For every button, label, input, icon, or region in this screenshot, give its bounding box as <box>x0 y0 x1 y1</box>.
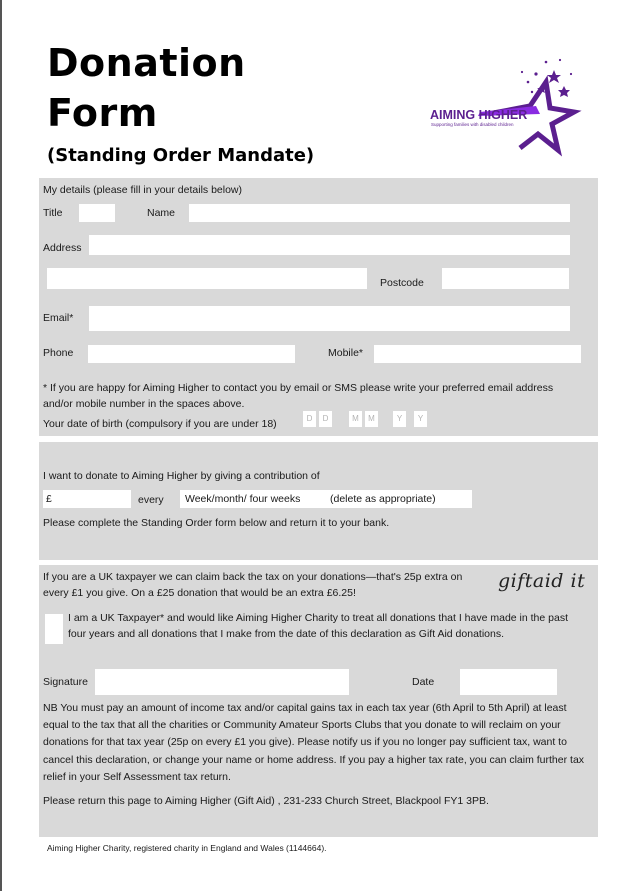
name-input[interactable] <box>189 204 570 222</box>
dob-day-2[interactable]: D <box>319 411 332 427</box>
logo-name: AIMING HIGHER <box>430 108 528 122</box>
delete-note: (delete as appropriate) <box>330 493 436 505</box>
mobile-label: Mobile* <box>328 347 364 359</box>
phone-input[interactable] <box>88 345 295 363</box>
every-label: every <box>138 494 164 506</box>
dob-field[interactable] <box>303 411 433 427</box>
standing-order-instruction: Please complete the Standing Order form below and return it to your bank. <box>43 517 390 529</box>
phone-label: Phone <box>43 347 74 359</box>
mobile-input[interactable] <box>374 345 581 363</box>
address-line2-input[interactable] <box>47 268 367 289</box>
frequency-value: Week/month/ four weeks <box>185 493 301 505</box>
gift-aid-logo: giftaid it <box>498 570 586 592</box>
my-details-heading: My details (please fill in your details below) <box>43 184 243 196</box>
title-input[interactable] <box>79 204 115 222</box>
email-label: Email* <box>43 312 74 324</box>
gift-aid-declaration: I am a UK Taxpayer* and would like Aiming Higher Charity to treat all donations that I have made in the past four years and all donations that I make from the date of this declaration as Gift Aid donations. <box>68 612 568 640</box>
dob-label: Your date of birth (compulsory if you are under 18) <box>43 418 277 430</box>
signature-input[interactable] <box>95 669 349 695</box>
gift-aid-nb-text: NB You must pay an amount of income tax and/or capital gains tax in each tax year (6th April to 5th April) at least equal to the tax that all the charities or Community Amateur Sports Clubs that you donate to will reclaim on your donations for that tax year (25p on every £1 you give). Please notify us if you no longer pay sufficient tax, want to cancel this declaration, or change your name or home address. If you pay a higher tax rate, you can claim further tax relief in your Self Assessment tax return. <box>43 702 585 783</box>
postcode-label: Postcode <box>380 277 424 289</box>
charity-registration-footer: Aiming Higher Charity, registered charity in England and Wales (1144664). <box>47 843 327 853</box>
postcode-input[interactable] <box>442 268 569 289</box>
email-input[interactable] <box>89 306 570 331</box>
address-label: Address <box>43 242 82 254</box>
uk-taxpayer-checkbox[interactable] <box>45 614 63 644</box>
dob-year-1[interactable]: Y <box>393 411 406 427</box>
dob-month-1[interactable]: M <box>349 411 362 427</box>
donation-intro: I want to donate to Aiming Higher by giving a contribution of <box>43 470 320 482</box>
date-label: Date <box>412 676 435 688</box>
page-title-line2: Form <box>47 91 158 135</box>
logo-tagline: Supporting families with disabled children <box>431 122 514 127</box>
title-label: Title <box>43 207 63 219</box>
return-address: Please return this page to Aiming Higher (Gift Aid) , 231-233 Church Street, Blackpool FY1 3PB. <box>43 795 489 807</box>
currency-symbol: £ <box>46 493 52 505</box>
contact-consent-note: * If you are happy for Aiming Higher to contact you by email or SMS please write your preferred email address and/or mobile number in the spaces above. <box>43 382 554 410</box>
page-title-line1: Donation <box>47 41 246 85</box>
signature-label: Signature <box>43 676 88 688</box>
dob-year-2[interactable]: Y <box>414 411 427 427</box>
page-subtitle: (Standing Order Mandate) <box>47 145 315 166</box>
name-label: Name <box>147 207 176 219</box>
dob-day-1[interactable]: D <box>303 411 316 427</box>
gift-aid-intro: If you are a UK taxpayer we can claim back the tax on your donations—that's 25p extra on every £1 you give. On a £25 donation that would be an extra £6.25! <box>43 571 463 599</box>
date-input[interactable] <box>460 669 557 695</box>
amount-field[interactable] <box>43 490 131 508</box>
address-line1-input[interactable] <box>89 235 570 255</box>
star-logo-icon <box>428 52 588 157</box>
page-border <box>0 0 2 891</box>
frequency-field[interactable] <box>180 490 472 508</box>
aiming-higher-logo <box>428 52 588 157</box>
dob-month-2[interactable]: M <box>365 411 378 427</box>
